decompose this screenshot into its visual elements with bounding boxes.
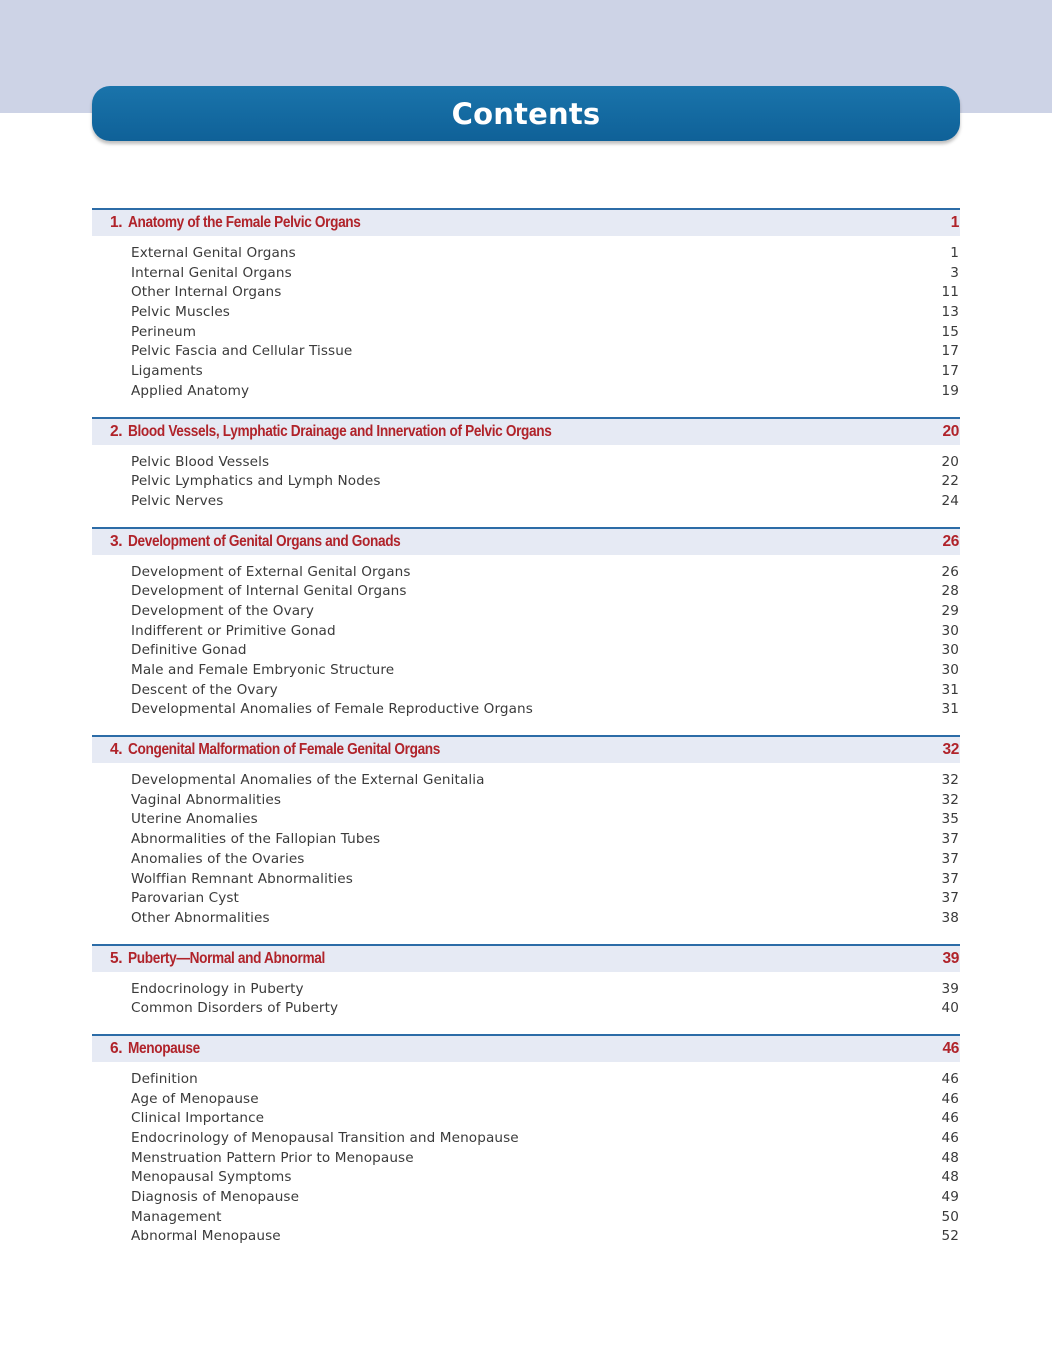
entry-title: Pelvic Fascia and Cellular Tissue <box>131 343 353 360</box>
chapter-heading[interactable] <box>92 527 960 555</box>
entry-page-number: 39 <box>941 980 959 997</box>
chapter-heading-left <box>110 533 438 551</box>
toc-entry[interactable] <box>92 1149 960 1169</box>
entry-page-number: 49 <box>941 1189 959 1206</box>
entry-title: Endocrinology in Puberty <box>131 980 304 997</box>
entry-title: Abnormal Menopause <box>131 1228 281 1245</box>
chapter-page-number: 32 <box>942 741 959 759</box>
entry-title: Endocrinology of Menopausal Transition and Menopause <box>131 1130 519 1146</box>
toc-entry[interactable] <box>92 700 960 720</box>
toc-entry[interactable] <box>92 244 960 264</box>
entry-page-number: 32 <box>941 772 959 789</box>
chapter-page-number: 20 <box>942 422 959 440</box>
toc-entry[interactable] <box>92 889 960 909</box>
chapter-heading-left <box>110 1040 210 1058</box>
entry-title: Ligaments <box>131 363 203 380</box>
entry-title: Pelvic Blood Vessels <box>131 453 270 470</box>
title-banner <box>92 86 960 141</box>
entry-title: Vaginal Abnormalities <box>131 791 282 808</box>
toc-entry[interactable] <box>92 323 960 343</box>
chapter-heading-left <box>110 741 483 759</box>
toc-entry[interactable] <box>92 472 960 492</box>
chapter-heading-left <box>110 214 392 232</box>
entry-list <box>92 555 960 721</box>
chapter-heading-left <box>110 950 352 968</box>
entry-page-number: 40 <box>941 1000 959 1017</box>
entry-title: Wolffian Remnant Abnormalities <box>131 870 353 887</box>
table-of-contents <box>92 208 960 1262</box>
entry-page-number: 26 <box>941 563 959 580</box>
toc-entry[interactable] <box>92 602 960 622</box>
chapter-page-number: 46 <box>942 1039 959 1057</box>
entry-page-number: 30 <box>941 642 959 659</box>
toc-entry[interactable] <box>92 1129 960 1149</box>
entry-title: Other Internal Organs <box>131 284 282 301</box>
toc-entry[interactable] <box>92 810 960 830</box>
entry-page-number: 37 <box>941 831 959 848</box>
entry-page-number: 17 <box>941 363 959 380</box>
chapter-section <box>92 735 960 929</box>
entry-title: Menopausal Symptoms <box>131 1169 292 1186</box>
chapter-page-number: 1 <box>950 214 959 231</box>
chapter-heading[interactable] <box>92 735 960 763</box>
entry-title: Abnormalities of the Fallopian Tubes <box>131 831 381 848</box>
entry-page-number: 38 <box>941 909 959 926</box>
chapter-title: Menopause <box>128 1039 201 1057</box>
toc-entry[interactable] <box>92 453 960 473</box>
toc-entry[interactable] <box>92 342 960 362</box>
entry-title: Development of External Genital Organs <box>131 563 411 580</box>
toc-entry[interactable] <box>92 681 960 701</box>
toc-entry[interactable] <box>92 980 960 1000</box>
chapter-section <box>92 527 960 721</box>
entry-page-number: 19 <box>941 382 959 399</box>
entry-list <box>92 236 960 402</box>
toc-entry[interactable] <box>92 1188 960 1208</box>
entry-page-number: 46 <box>941 1090 959 1107</box>
chapter-number: 5. <box>110 949 123 967</box>
chapter-title: Congenital Malformation of Female Genital Organs <box>128 741 441 759</box>
entry-page-number: 20 <box>941 453 959 470</box>
entry-page-number: 46 <box>941 1110 959 1127</box>
chapter-heading[interactable] <box>92 208 960 236</box>
entry-list <box>92 1062 960 1247</box>
entry-title: Male and Female Embryonic Structure <box>131 662 395 678</box>
toc-entry[interactable] <box>92 563 960 583</box>
entry-page-number: 24 <box>941 492 959 509</box>
toc-entry[interactable] <box>92 582 960 602</box>
entry-page-number: 30 <box>941 622 959 639</box>
entry-title: Indifferent or Primitive Gonad <box>131 622 336 639</box>
chapter-number: 1. <box>110 214 123 231</box>
chapter-section <box>92 417 960 512</box>
chapter-title: Blood Vessels, Lymphatic Drainage and Innervation of Pelvic Organs <box>128 422 552 440</box>
entry-title: Descent of the Ovary <box>131 681 278 698</box>
chapter-page-number: 39 <box>942 949 959 967</box>
entry-page-number: 3 <box>950 264 959 281</box>
toc-entry[interactable] <box>92 382 960 402</box>
entry-page-number: 37 <box>941 890 959 907</box>
toc-entry[interactable] <box>92 909 960 929</box>
toc-entry[interactable] <box>92 1109 960 1129</box>
toc-entry[interactable] <box>92 641 960 661</box>
chapter-heading[interactable] <box>92 417 960 445</box>
toc-entry[interactable] <box>92 661 960 681</box>
chapter-title: Development of Genital Organs and Gonads <box>128 532 401 550</box>
toc-entry[interactable] <box>92 850 960 870</box>
entry-title: Diagnosis of Menopause <box>131 1189 300 1206</box>
toc-entry[interactable] <box>92 362 960 382</box>
entry-title: Internal Genital Organs <box>131 264 292 281</box>
chapter-number: 2. <box>110 422 123 440</box>
entry-title: Definitive Gonad <box>131 642 247 659</box>
entry-page-number: 31 <box>941 701 959 718</box>
toc-entry[interactable] <box>92 870 960 890</box>
chapter-number: 6. <box>110 1039 123 1057</box>
toc-entry[interactable] <box>92 492 960 512</box>
entry-page-number: 50 <box>941 1208 959 1225</box>
entry-page-number: 35 <box>941 811 959 828</box>
entry-page-number: 15 <box>941 323 959 340</box>
entry-page-number: 13 <box>941 304 959 321</box>
toc-entry[interactable] <box>92 1227 960 1247</box>
entry-title: Uterine Anomalies <box>131 811 258 828</box>
chapter-heading[interactable] <box>92 1034 960 1062</box>
toc-entry[interactable] <box>92 1208 960 1228</box>
entry-title: Perineum <box>131 323 197 340</box>
entry-page-number: 48 <box>941 1169 959 1186</box>
entry-title: Developmental Anomalies of the External Genitalia <box>131 772 485 789</box>
entry-page-number: 37 <box>941 870 959 887</box>
toc-entry[interactable] <box>92 622 960 642</box>
entry-title: Other Abnormalities <box>131 909 270 926</box>
toc-entry[interactable] <box>92 999 960 1019</box>
entry-page-number: 1 <box>950 245 959 261</box>
entry-title: Age of Menopause <box>131 1090 259 1107</box>
entry-list <box>92 445 960 512</box>
entry-title: Menstruation Pattern Prior to Menopause <box>131 1149 414 1166</box>
entry-title: Pelvic Lymphatics and Lymph Nodes <box>131 473 381 490</box>
entry-title: Applied Anatomy <box>131 382 250 399</box>
toc-entry[interactable] <box>92 264 960 284</box>
chapter-section <box>92 1034 960 1247</box>
entry-title: Development of the Ovary <box>131 602 314 619</box>
toc-entry[interactable] <box>92 1168 960 1188</box>
entry-title: Pelvic Nerves <box>131 492 224 509</box>
toc-entry[interactable] <box>92 771 960 791</box>
toc-entry[interactable] <box>92 830 960 850</box>
chapter-number: 3. <box>110 532 123 550</box>
chapter-heading[interactable] <box>92 944 960 972</box>
entry-title: Common Disorders of Puberty <box>131 1000 339 1017</box>
toc-entry[interactable] <box>92 303 960 323</box>
entry-title: Developmental Anomalies of Female Reproductive Organs <box>131 701 533 718</box>
entry-page-number: 29 <box>941 602 959 619</box>
chapter-section <box>92 944 960 1019</box>
entry-page-number: 32 <box>941 791 959 808</box>
entry-page-number: 48 <box>941 1149 959 1166</box>
chapter-title: Puberty—Normal and Abnormal <box>128 949 326 967</box>
entry-page-number: 28 <box>941 583 959 600</box>
entry-title: Pelvic Muscles <box>131 304 230 321</box>
chapter-heading-left <box>110 423 609 441</box>
toc-entry[interactable] <box>92 1090 960 1110</box>
entry-page-number: 52 <box>941 1228 959 1245</box>
entry-list <box>92 972 960 1019</box>
entry-list <box>92 763 960 929</box>
entry-page-number: 46 <box>941 1070 959 1087</box>
entry-title: Clinical Importance <box>131 1110 265 1127</box>
entry-title: Management <box>131 1208 222 1225</box>
toc-entry[interactable] <box>92 283 960 303</box>
toc-entry[interactable] <box>92 791 960 811</box>
chapter-section <box>92 208 960 402</box>
entry-page-number: 11 <box>941 284 959 301</box>
entry-page-number: 30 <box>941 662 959 678</box>
toc-entry[interactable] <box>92 1070 960 1090</box>
entry-page-number: 17 <box>941 343 959 360</box>
page-title: Contents <box>451 96 601 131</box>
entry-title: Development of Internal Genital Organs <box>131 583 407 600</box>
entry-page-number: 22 <box>941 473 959 490</box>
entry-title: External Genital Organs <box>131 245 296 261</box>
entry-page-number: 37 <box>941 850 959 867</box>
entry-page-number: 46 <box>941 1130 959 1146</box>
chapter-page-number: 26 <box>942 532 959 550</box>
entry-title: Parovarian Cyst <box>131 890 239 907</box>
chapter-title: Anatomy of the Female Pelvic Organs <box>128 214 361 231</box>
entry-page-number: 31 <box>941 681 959 698</box>
entry-title: Anomalies of the Ovaries <box>131 850 305 867</box>
entry-title: Definition <box>131 1070 198 1087</box>
chapter-number: 4. <box>110 741 123 759</box>
